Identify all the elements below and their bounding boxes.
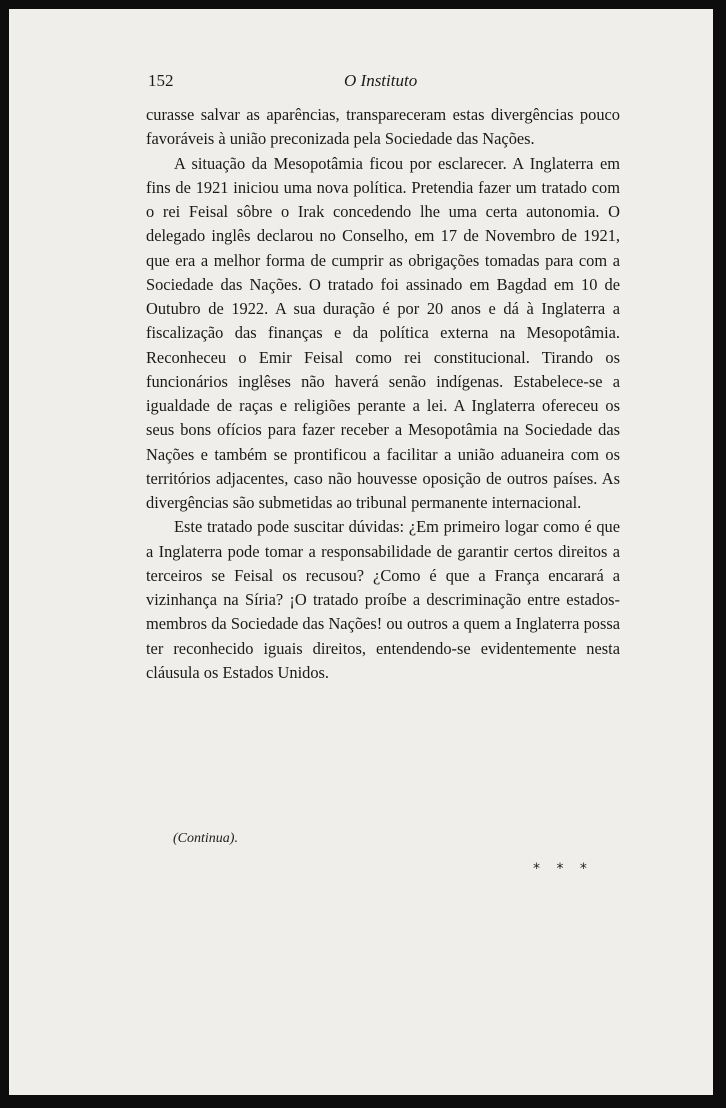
paragraph-1: curasse salvar as aparências, transpareceram estas divergências pouco favoráveis à união preconizada pela Sociedade das Nações. [146, 105, 620, 149]
running-title: O Instituto [344, 71, 418, 90]
page-number: 152 [148, 71, 174, 90]
continuation-note: (Continua). [173, 831, 238, 846]
document-page [9, 9, 713, 1095]
section-end-mark: * * * [533, 861, 593, 877]
paragraph-2: A situação da Mesopotâmia ficou por esclarecer. A Inglaterra em fins de 1921 iniciou uma nova política. Pretendia fazer um tratado com o rei Feisal sôbre o Irak concedendo lhe uma certa autonomia. O delegado inglês declarou no Conselho, em 17 de Novembro de 1921, que era a melhor forma de cumprir as obrigações tomadas para com a Sociedade das Nações. O tratado foi assinado em Bagdad em 10 de Outubro de 1922. A sua duração é por 20 anos e dá à Inglaterra a fiscalização das finanças e da política externa na Mesopotâmia. Reconheceu o Emir Feisal como rei constitucional. Tirando os funcionários inglêses não haverá senão indígenas. Estabelece-se a igualdade de raças e religiões perante a lei. A Inglaterra ofereceu os seus bons ofícios para fazer receber a Mesopotâmia na Sociedade das Nações e também se prontificou a facilitar a união aduaneira com os territórios adjacentes, caso não houvesse oposição de outros países. As divergências são submetidas ao tribunal permanente internacional. [146, 153, 620, 512]
paragraph-3: Este tratado pode suscitar dúvidas: ¿Em primeiro logar como é que a Inglaterra pode tomar a responsabilidade de garantir certos direitos a terceiros se Feisal os recusou? ¿Como é que a França encarará a vizinhança na Síria? ¡O tratado proíbe a descriminação entre estados-membros da Sociedade das Nações! ou outros a quem a Inglaterra possa ter reconhecido iguais direitos, entendendo-se evidentemente nesta cláusula os Estados Unidos. [146, 517, 620, 682]
page-header [148, 71, 618, 95]
body-text [146, 103, 620, 685]
